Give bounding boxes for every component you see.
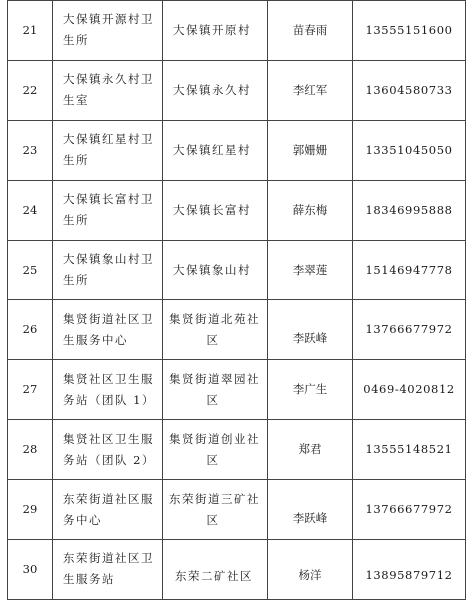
phone-text: 13555151600 — [365, 22, 453, 37]
location-line: 大保镇长富村 — [173, 202, 251, 217]
contact-person — [268, 120, 353, 180]
phone-text: 13766677972 — [365, 322, 453, 337]
row-number: 29 — [8, 480, 53, 540]
location — [163, 240, 268, 300]
phone-number — [353, 540, 466, 600]
location-line: 集贤街道北苑社 — [169, 311, 260, 326]
location-line: 区 — [206, 452, 220, 467]
clinic-name-line: 生服务站 — [63, 572, 115, 587]
clinic-name-line: 大保镇永久村卫 — [63, 72, 154, 87]
row-number: 23 — [8, 120, 53, 180]
location-line: 大保镇开原村 — [173, 22, 251, 37]
clinic-name — [53, 360, 163, 420]
clinic-name — [53, 540, 163, 600]
contact-person-name: 薛东梅 — [292, 202, 328, 217]
contact-person-name: 郭姗姗 — [292, 142, 328, 157]
row-number: 25 — [8, 240, 53, 300]
location — [163, 420, 268, 480]
location-line: 区 — [206, 332, 220, 347]
phone-text: 0469-4020812 — [363, 382, 455, 397]
clinic-name — [53, 180, 163, 240]
table-row — [8, 360, 466, 420]
location — [163, 180, 268, 240]
clinic-name-line: 大保镇红星村卫 — [63, 132, 154, 147]
location-line: 集贤街道翠园社 — [169, 371, 260, 386]
location — [163, 540, 268, 600]
clinic-name-line: 大保镇长富村卫 — [63, 192, 154, 207]
row-number: 27 — [8, 360, 53, 420]
location — [163, 360, 268, 420]
contact-person — [268, 360, 353, 420]
clinic-name-line: 东荣街道社区服 — [63, 491, 154, 506]
phone-number — [353, 240, 466, 300]
contact-person-name: 郑君 — [298, 442, 322, 457]
phone-text: 13555148521 — [365, 442, 453, 457]
table-body — [8, 1, 466, 600]
table-row — [8, 300, 466, 360]
contact-person-name: 李跃峰 — [292, 331, 328, 346]
phone-number — [353, 420, 466, 480]
clinic-name-line: 生室 — [63, 93, 89, 108]
row-number: 22 — [8, 60, 53, 120]
clinic-name — [53, 1, 163, 61]
phone-number — [353, 180, 466, 240]
phone-number — [353, 360, 466, 420]
location — [163, 120, 268, 180]
contact-person — [268, 1, 353, 61]
phone-text: 15146947778 — [365, 262, 453, 277]
clinic-name — [53, 60, 163, 120]
location-line: 大保镇红星村 — [173, 142, 251, 157]
clinic-name-line: 大保镇开源村卫 — [63, 12, 154, 27]
table-row — [8, 420, 466, 480]
phone-text: 13351045050 — [365, 142, 453, 157]
phone-text: 13766677972 — [365, 502, 453, 517]
phone-number — [353, 300, 466, 360]
location-line: 区 — [206, 512, 220, 527]
contact-person-name: 李翠莲 — [292, 262, 328, 277]
location-line: 大保镇象山村 — [173, 262, 251, 277]
contact-person — [268, 60, 353, 120]
phone-text: 18346995888 — [365, 202, 453, 217]
clinic-name-line: 生所 — [63, 153, 89, 168]
contact-person — [268, 540, 353, 600]
clinic-name-line: 务中心 — [63, 512, 102, 527]
phone-text: 13895879712 — [365, 567, 453, 582]
contact-person — [268, 480, 353, 540]
clinic-name-line: 大保镇象山村卫 — [63, 252, 154, 266]
table-row — [8, 480, 466, 540]
contact-person-name: 李广生 — [292, 382, 328, 397]
location — [163, 60, 268, 120]
row-number: 26 — [8, 300, 53, 360]
clinic-name-line: 生所 — [63, 273, 89, 287]
table-row — [8, 540, 466, 600]
clinic-name — [53, 480, 163, 540]
contact-person-name: 李跃峰 — [292, 511, 328, 526]
table-row — [8, 180, 466, 240]
table-row — [8, 60, 466, 120]
location — [163, 1, 268, 61]
row-number: 30 — [8, 540, 53, 600]
row-number: 28 — [8, 420, 53, 480]
clinic-name — [53, 240, 163, 300]
location — [163, 480, 268, 540]
location-line: 区 — [206, 392, 220, 407]
clinic-table — [7, 0, 466, 600]
phone-text: 13604580733 — [365, 82, 453, 97]
clinic-name-line: 东荣街道社区卫 — [63, 551, 154, 566]
clinic-name — [53, 120, 163, 180]
clinic-name-line: 集贤街道社区卫 — [63, 311, 154, 326]
table-row — [8, 240, 466, 300]
clinic-name-line: 务站（团队 2） — [63, 452, 155, 467]
clinic-name-line: 集贤社区卫生服 — [63, 371, 154, 386]
contact-person-name: 杨洋 — [298, 567, 322, 582]
contact-person — [268, 240, 353, 300]
phone-number — [353, 1, 466, 61]
location-line: 集贤街道创业社 — [169, 431, 260, 446]
location-line: 东荣街道三矿社 — [169, 491, 260, 506]
phone-number — [353, 120, 466, 180]
row-number: 21 — [8, 1, 53, 61]
phone-number — [353, 480, 466, 540]
contact-person-name: 李红军 — [292, 82, 328, 97]
row-number: 24 — [8, 180, 53, 240]
clinic-name — [53, 420, 163, 480]
location-line: 大保镇永久村 — [173, 82, 251, 97]
clinic-name-line: 务站（团队 1） — [63, 392, 155, 407]
table-row — [8, 1, 466, 61]
contact-person — [268, 300, 353, 360]
clinic-name-line: 生所 — [63, 33, 89, 48]
clinic-name-line: 生所 — [63, 213, 89, 228]
contact-person-name: 苗春雨 — [292, 22, 328, 37]
contact-person — [268, 180, 353, 240]
clinic-name — [53, 300, 163, 360]
location — [163, 300, 268, 360]
table-row — [8, 120, 466, 180]
clinic-name-line: 集贤社区卫生服 — [63, 431, 154, 446]
contact-person — [268, 420, 353, 480]
phone-number — [353, 60, 466, 120]
location-line: 东荣二矿社区 — [175, 568, 253, 583]
clinic-name-line: 生服务中心 — [63, 332, 128, 347]
